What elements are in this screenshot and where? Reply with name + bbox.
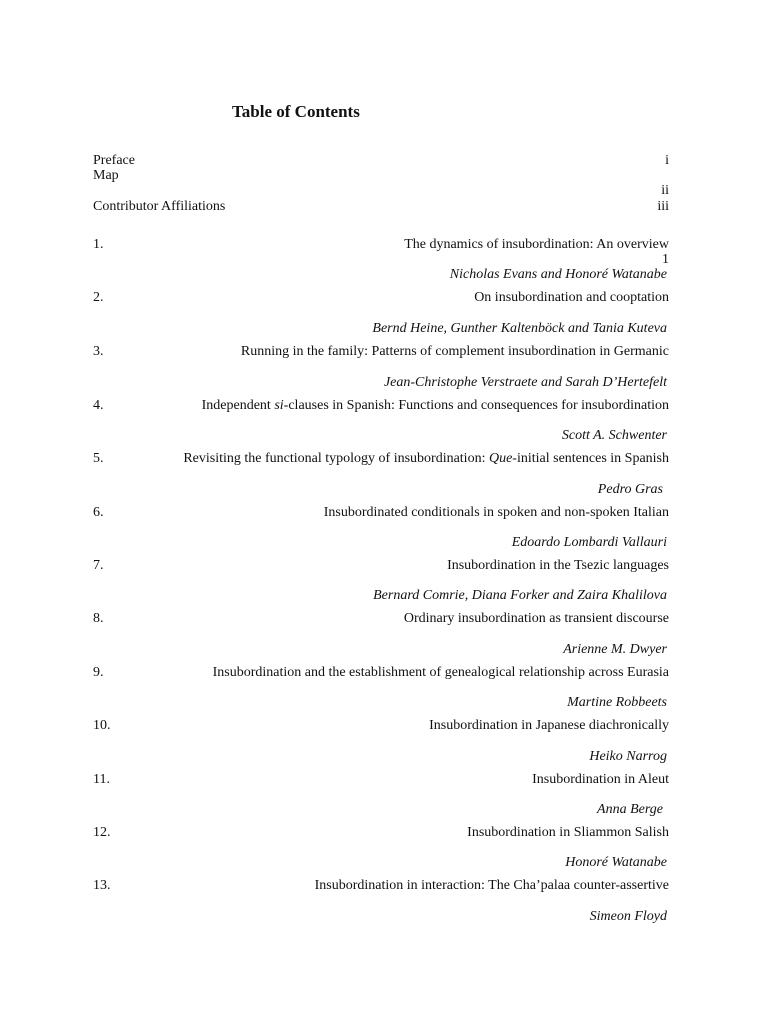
chapter-authors: Anna Berge: [597, 802, 663, 817]
chapter-number: 8.: [93, 611, 104, 626]
chapter-number: 2.: [93, 290, 104, 305]
page-title: Table of Contents: [232, 102, 360, 121]
chapter-authors: Arienne M. Dwyer: [563, 642, 667, 657]
chapter-authors: Nicholas Evans and Honoré Watanabe: [449, 267, 667, 282]
chapter-page: 1: [662, 252, 669, 267]
chapter-authors: Simeon Floyd: [589, 909, 667, 924]
chapter-number: 9.: [93, 665, 104, 680]
toc-preface-label: Preface: [93, 153, 135, 168]
chapter-title: On insubordination and cooptation: [474, 290, 669, 305]
chapter-title-part: Revisiting the functional typology of insubordination:: [183, 451, 489, 466]
toc-contributors-label: Contributor Affiliations: [93, 199, 226, 214]
chapter-number: 13.: [93, 878, 111, 893]
chapter-title: Insubordination in Japanese diachronically: [429, 718, 669, 733]
chapter-number: 4.: [93, 398, 104, 413]
chapter-title-part: Independent: [201, 398, 275, 413]
chapter-title: Insubordination in Sliammon Salish: [467, 825, 669, 840]
chapter-title: Ordinary insubordination as transient discourse: [403, 611, 669, 626]
toc-preface-page: i: [665, 153, 669, 168]
chapter-authors: Bernd Heine, Gunther Kaltenböck and Tania Kuteva: [372, 321, 667, 336]
chapter-authors: Heiko Narrog: [589, 749, 667, 764]
chapter-title-part: -initial sentences in Spanish: [512, 451, 669, 466]
toc-contributors-page: iii: [657, 199, 669, 214]
chapter-authors: Bernard Comrie, Diana Forker and Zaira Khalilova: [373, 588, 667, 603]
chapter-authors: Martine Robbeets: [567, 695, 667, 710]
chapter-number: 12.: [93, 825, 111, 840]
chapter-number: 5.: [93, 451, 104, 466]
chapter-title: The dynamics of insubordination: An overview: [404, 237, 669, 252]
chapter-title: [183, 451, 669, 467]
chapter-number: 7.: [93, 558, 104, 573]
chapter-title: Running in the family: Patterns of complement insubordination in Germanic: [240, 344, 669, 359]
chapter-number: 10.: [93, 718, 111, 733]
chapter-number: 3.: [93, 344, 104, 359]
chapter-authors: Honoré Watanabe: [565, 855, 667, 870]
toc-map-label: Map: [93, 168, 119, 183]
chapter-title: Insubordination in interaction: The Cha’palaa counter-assertive: [314, 878, 669, 893]
toc-map-page: ii: [661, 183, 669, 198]
chapter-number: 11.: [93, 772, 110, 787]
chapter-title-part: -clauses in Spanish: Functions and consequences for insubordination: [283, 398, 669, 413]
chapter-authors: Edoardo Lombardi Vallauri: [511, 535, 667, 550]
chapter-title: Insubordinated conditionals in spoken and non-spoken Italian: [323, 505, 669, 520]
chapter-authors: Scott A. Schwenter: [561, 428, 667, 443]
chapter-authors: Pedro Gras: [597, 482, 663, 497]
chapter-title-italic: si: [274, 398, 284, 413]
chapter-title: Insubordination in Aleut: [532, 772, 669, 787]
chapter-title: Insubordination in the Tsezic languages: [447, 558, 669, 573]
chapter-title: [202, 398, 669, 414]
chapter-authors: Jean-Christophe Verstraete and Sarah D’Hertefelt: [383, 375, 667, 390]
chapter-number: 6.: [93, 505, 104, 520]
chapter-title: Insubordination and the establishment of genealogical relationship across Eurasia: [212, 665, 669, 680]
chapter-number: 1.: [93, 237, 104, 252]
chapter-title-italic: Que: [488, 451, 513, 466]
